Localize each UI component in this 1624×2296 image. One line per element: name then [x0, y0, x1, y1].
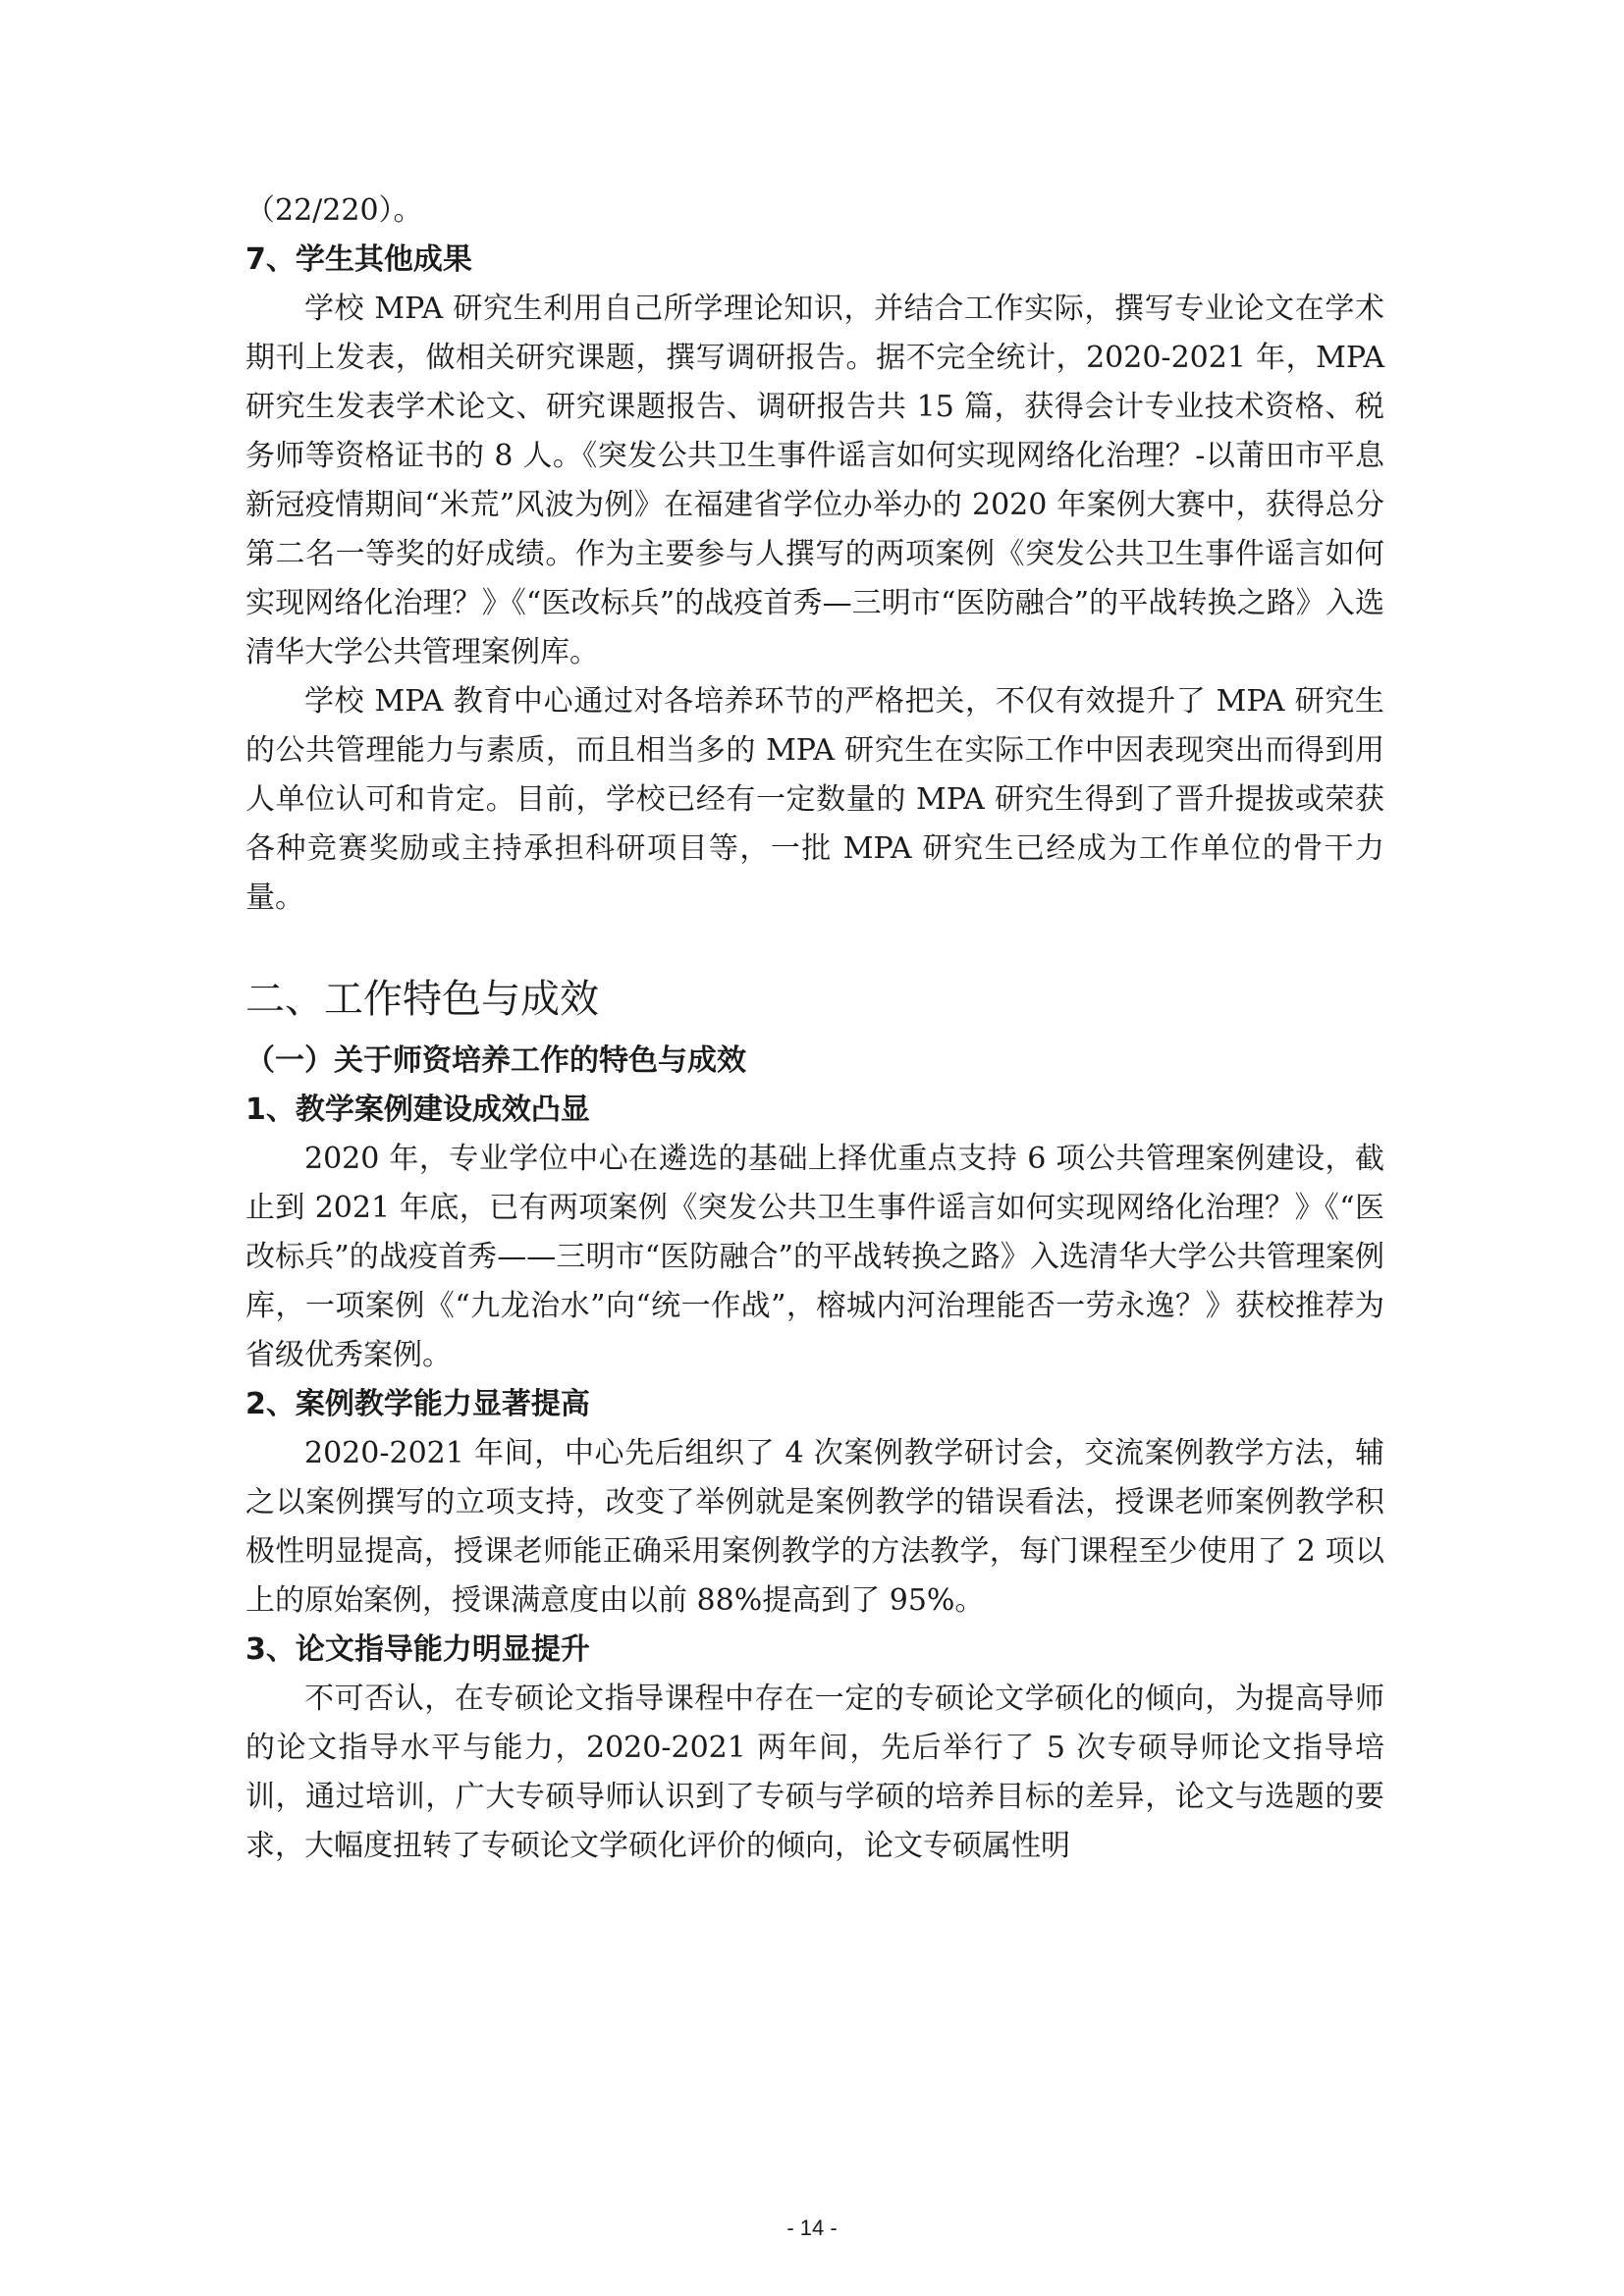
paragraph-thesis-guidance: 不可否认，在专硕论文指导课程中存在一定的专硕论文学硕化的倾向，为提高导师的论文指导水平与能力，2020-2021 两年间，先后举行了 5 次专硕导师论文指导培训，通过培训，广大专硕导师认识到了专硕与学硕的培养目标的差异，论文与选题的要求，大幅度扭转了专硕论文学硕化评价的倾向，论文专硕属性明: [245, 1682, 1384, 1863]
carryover-text: （22/220）。: [245, 193, 423, 228]
page-number: - 14 -: [786, 2216, 838, 2240]
heading-case-construction: 1、教学案例建设成效凸显: [245, 1093, 590, 1127]
page-body: [245, 187, 1384, 1871]
section-title-features: 二、工作特色与成效: [245, 977, 599, 1022]
heading-thesis-guidance: 3、论文指导能力明显提升: [245, 1632, 590, 1667]
heading-case-teaching: 2、案例教学能力显著提高: [245, 1387, 590, 1421]
paragraph-case-teaching: 2020-2021 年间，中心先后组织了 4 次案例教学研讨会，交流案例教学方法，辅之以案例撰写的立项支持，改变了举例就是案例教学的错误看法，授课老师案例教学积极性明显提高，授课老师能正确采用案例教学的方法教学，每门课程至少使用了 2 项以上的原始案例，授课满意度由以前 88%提高到了 95%。: [245, 1436, 1384, 1618]
paragraph-case-construction: 2020 年，专业学位中心在遴选的基础上择优重点支持 6 项公共管理案例建设，截止到 2021 年底，已有两项案例《突发公共卫生事件谣言如何实现网络化治理？》《“医改标兵”的战疫首秀——三明市“医防融合”的平战转换之路》入选清华大学公共管理案例库，一项案例《“九龙治水”向“统一作战”，榕城内河治理能否一劳永逸？》获校推荐为省级优秀案例。: [245, 1142, 1384, 1372]
paragraph-mpa-center: 学校 MPA 教育中心通过对各培养环节的严格把关，不仅有效提升了 MPA 研究生的公共管理能力与素质，而且相当多的 MPA 研究生在实际工作中因表现突出而得到用人单位认可和肯定。目前，学校已经有一定数量的 MPA 研究生得到了晋升提拔或荣获各种竞赛奖励或主持承担科研项目等，一批 MPA 研究生已经成为工作单位的骨干力量。: [245, 684, 1384, 915]
paragraph-student-achievements: 学校 MPA 研究生利用自己所学理论知识，并结合工作实际，撰写专业论文在学术期刊上发表，做相关研究课题，撰写调研报告。据不完全统计，2020-2021 年，MPA 研究生发表学术论文、研究课题报告、调研报告共 15 篇，获得会计专业技术资格、税务师等资格证书的 8 人。《突发公共卫生事件谣言如何实现网络化治理？-以莆田市平息新冠疫情期间“米荒”风波为例》在福建省学位办举办的 2020 年案例大赛中，获得总分第二名一等奖的好成绩。作为主要参与人撰写的两项案例《突发公共卫生事件谣言如何实现网络化治理？》《“医改标兵”的战疫首秀—三明市“医防融合”的平战转换之路》入选清华大学公共管理案例库。: [245, 292, 1384, 669]
subsection-faculty-training: （一）关于师资培养工作的特色与成效: [245, 1043, 746, 1078]
heading-student-other-achievements: 7、学生其他成果: [245, 242, 472, 277]
